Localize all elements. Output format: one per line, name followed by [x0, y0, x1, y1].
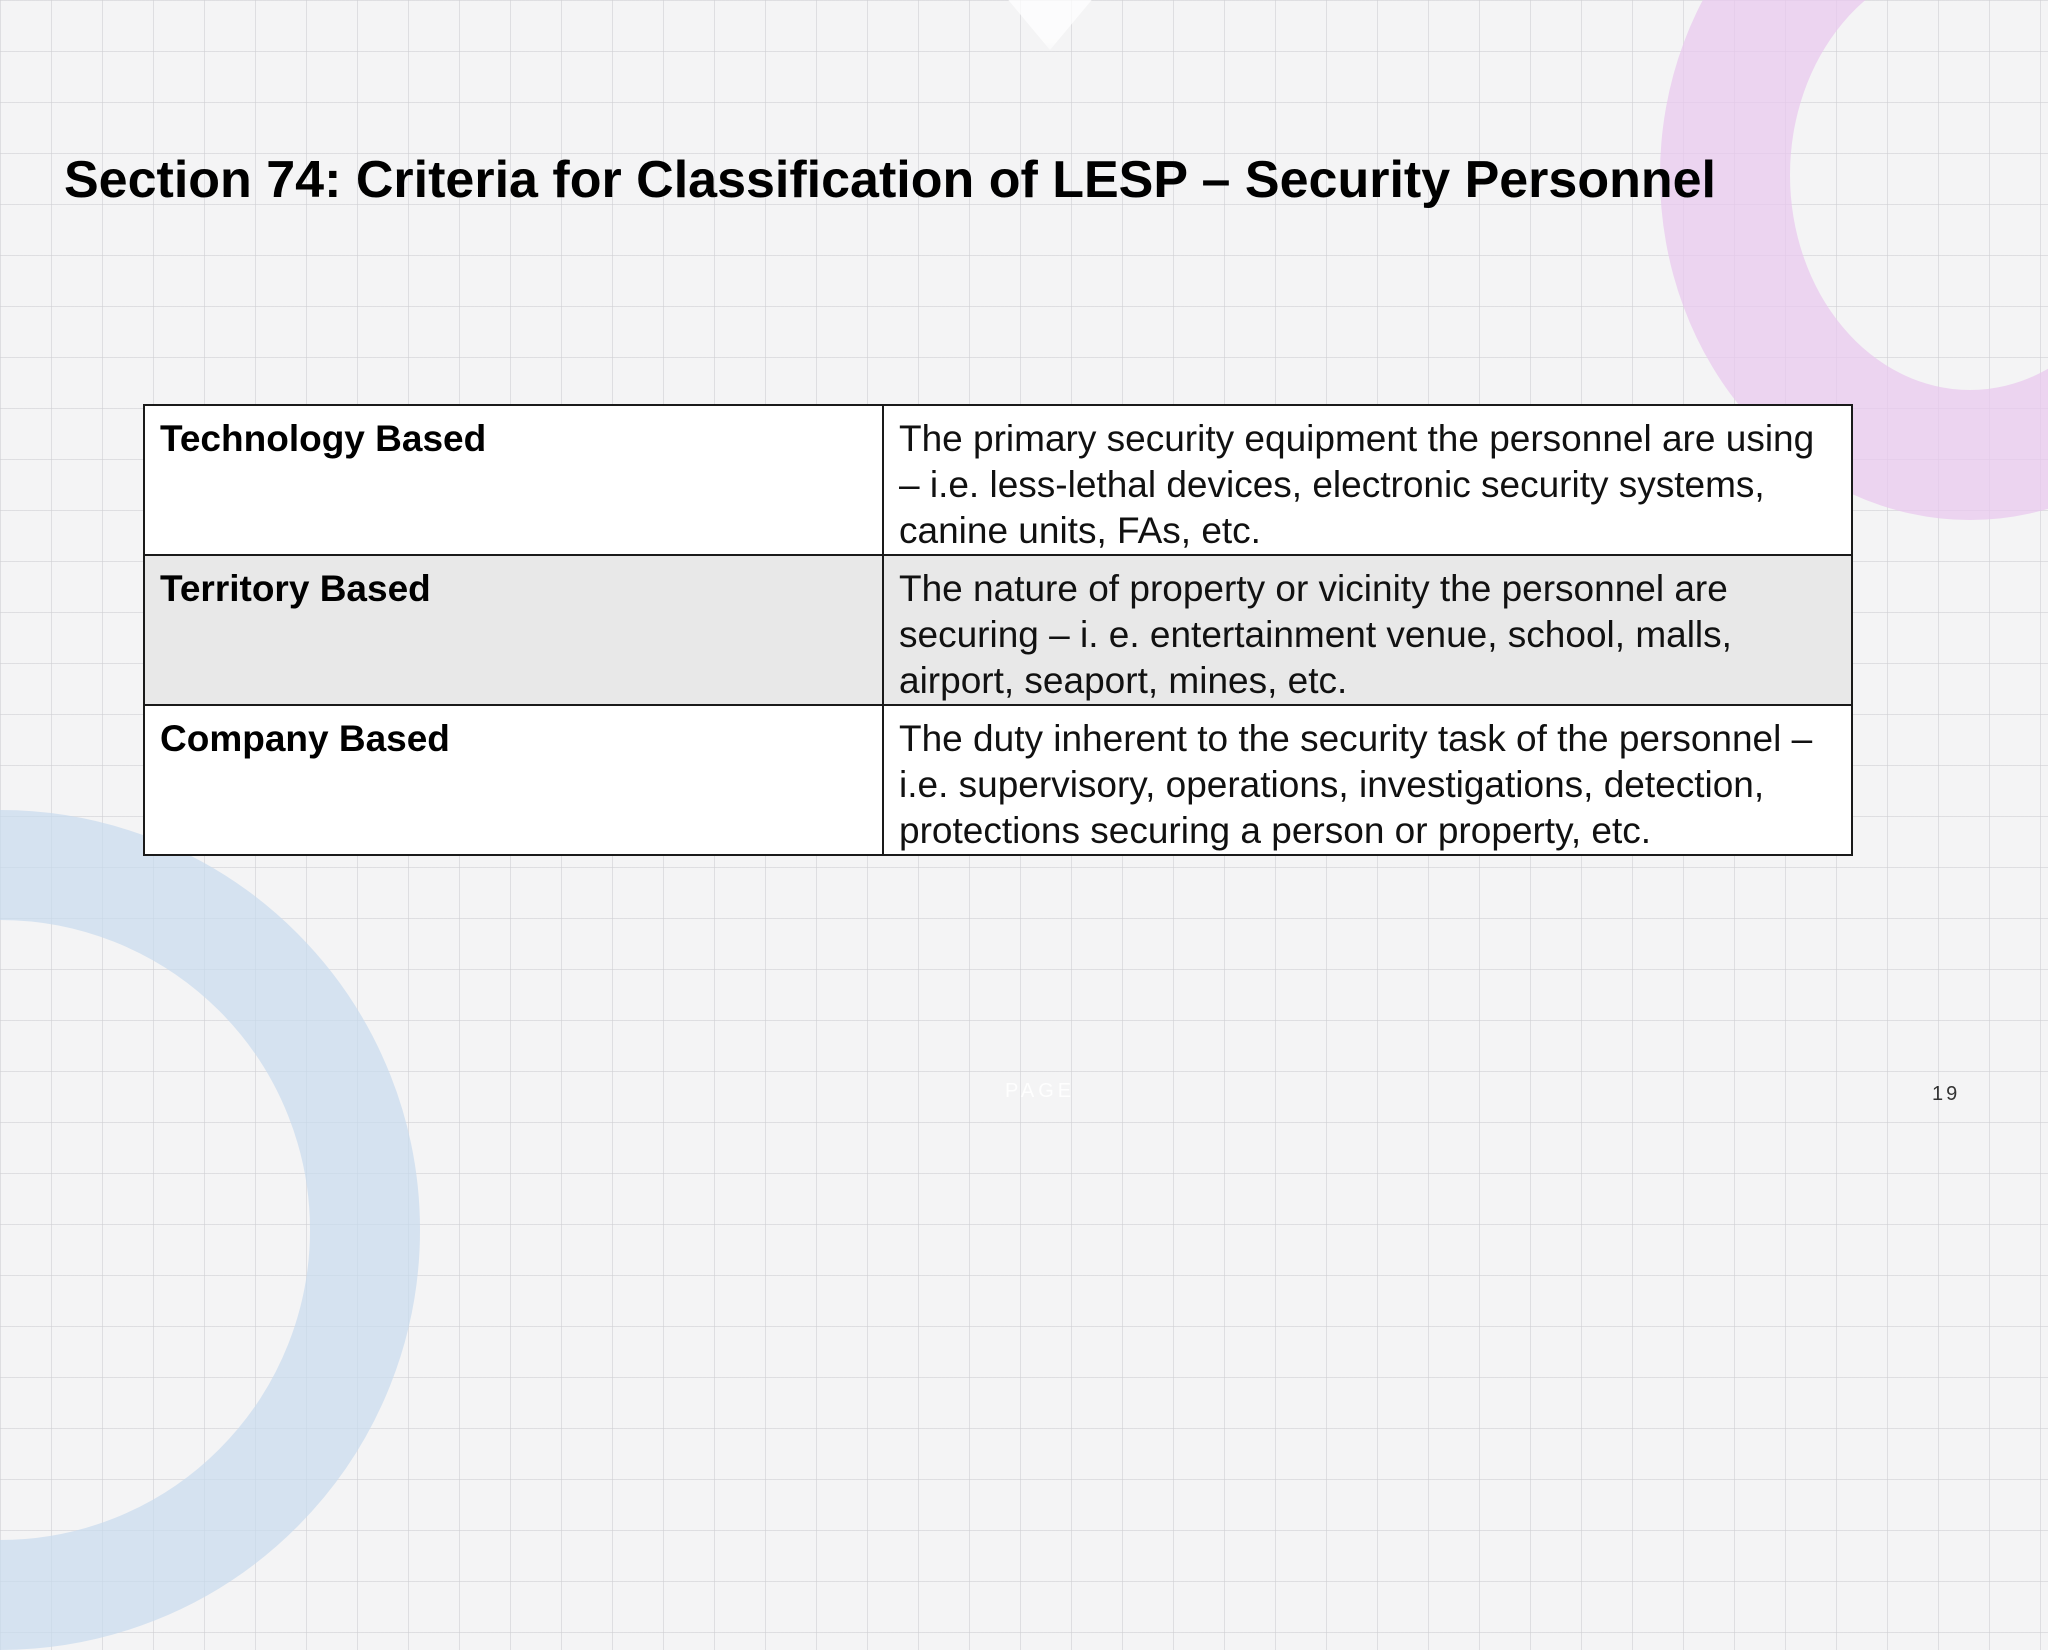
- criteria-description: The nature of property or vicinity the personnel are securing – i. e. entertainment venue, school, malls, airport, seaport, mines, etc.: [883, 555, 1852, 705]
- criteria-label: Company Based: [144, 705, 883, 855]
- criteria-label: Territory Based: [144, 555, 883, 705]
- page-title: Section 74: Criteria for Classification of LESP – Security Personnel: [64, 151, 1716, 209]
- decorative-top-shape: [975, 0, 1125, 50]
- table-row: [144, 555, 1852, 705]
- criteria-description: The duty inherent to the security task of the personnel – i.e. supervisory, operations, investigations, detection, protections securing a person or property, etc.: [883, 705, 1852, 855]
- footer-watermark: PAGE: [1005, 1080, 1076, 1102]
- table-row: [144, 705, 1852, 855]
- decorative-blue-ring: [0, 810, 420, 1650]
- criteria-label: Technology Based: [144, 405, 883, 555]
- criteria-table: [143, 404, 1853, 856]
- page-number: 19: [1932, 1083, 1961, 1105]
- table-row: [144, 405, 1852, 555]
- criteria-description: The primary security equipment the personnel are using – i.e. less-lethal devices, electronic security systems, canine units, FAs, etc.: [883, 405, 1852, 555]
